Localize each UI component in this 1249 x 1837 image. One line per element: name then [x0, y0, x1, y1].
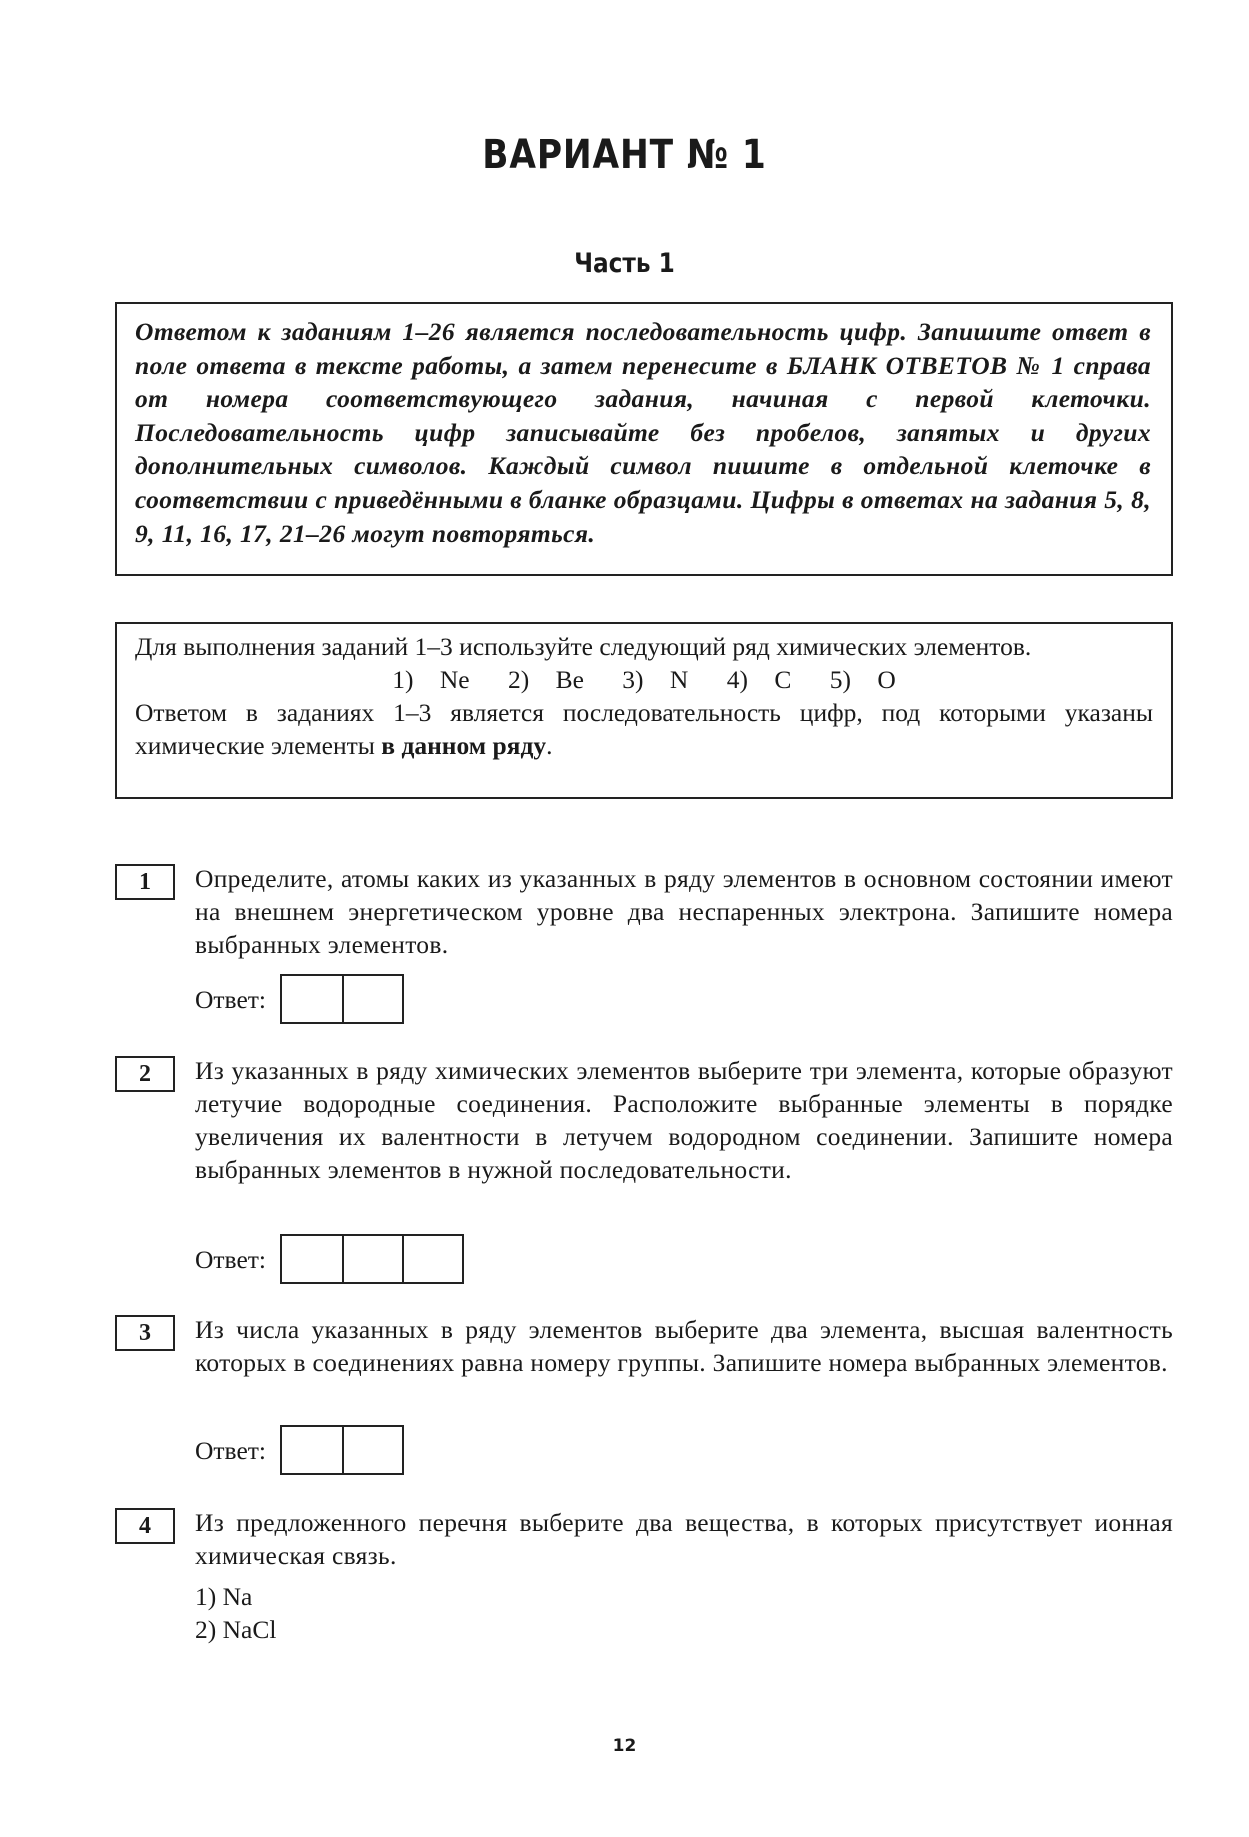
answer-cells [280, 974, 404, 1024]
series-element: 1) Ne [392, 665, 470, 694]
answer-cell[interactable] [342, 1236, 402, 1282]
answer-row [195, 1425, 404, 1475]
answer-label: Ответ: [195, 1244, 266, 1274]
answer-cell[interactable] [282, 1427, 342, 1473]
task-text: Определите, атомы каких из указанных в ряду элементов в основном состоянии имеют на внешнем энергетическом уровне два неспаренных электрона. Запишите номера выбранных элементов. [195, 864, 1173, 959]
answer-cells [280, 1234, 464, 1284]
answer-cell[interactable] [342, 1427, 402, 1473]
task-2 [115, 1054, 1173, 1274]
series-note-text: Ответом в заданиях 1–3 является последовательность цифр, под которыми указаны химические элементы [135, 698, 1153, 760]
option-item: 2) NaCl [195, 1615, 277, 1644]
series-element: 4) C [726, 665, 792, 694]
answer-cell[interactable] [282, 1236, 342, 1282]
series-note [135, 696, 1153, 762]
series-element: 3) N [622, 665, 689, 694]
series-element: 5) O [829, 665, 896, 694]
answer-row [195, 974, 404, 1024]
task-options [195, 1580, 1173, 1646]
page-number: 12 [612, 1736, 637, 1756]
answer-cell[interactable] [342, 976, 402, 1022]
task-text: Из числа указанных в ряду элементов выберите два элемента, высшая валентность которых в соединениях равна номеру группы. Запишите номера выбранных элементов. [195, 1315, 1173, 1377]
answer-label: Ответ: [195, 984, 266, 1014]
instructions-box: Ответом к заданиям 1–26 является последовательность цифр. Запишите ответ в поле ответа в тексте работы, а затем перенесите в БЛАНК ОТВЕТОВ № 1 справа от номера соответствующего задания, начиная с первой клеточки. Последовательность цифр записывайте без пробелов, запятых и других дополнительных символов. Каждый символ пишите в отдельной клеточке в соответствии с приведёнными в бланке образцами. Цифры в ответах на задания 5, 8, 9, 11, 16, 17, 21–26 могут повторяться. [115, 302, 1173, 576]
part-heading: Часть 1 [574, 248, 675, 279]
series-intro: Для выполнения заданий 1–3 используйте следующий ряд химических элементов. [135, 632, 1032, 661]
series-note-end: . [546, 731, 553, 760]
option-item: 1) Na [195, 1582, 253, 1611]
task-4 [115, 1506, 1173, 1646]
series-element: 2) Be [507, 665, 584, 694]
answer-row [195, 1234, 464, 1284]
task-text: Из указанных в ряду химических элементов выберите три элемента, которые образуют летучие водородные соединения. Расположите выбранные элементы в порядке увеличения их валентности в летучем водородном соединении. Запишите номера выбранных элементов в нужной последовательности. [195, 1056, 1173, 1184]
task-number: 1 [115, 864, 175, 900]
task-number: 3 [115, 1315, 175, 1351]
element-series-box [115, 622, 1173, 799]
task-number: 4 [115, 1508, 175, 1544]
element-series [135, 663, 1153, 696]
answer-label: Ответ: [195, 1435, 266, 1465]
answer-cell[interactable] [402, 1236, 462, 1282]
series-note-bold: в данном ряду [381, 731, 547, 760]
answer-cell[interactable] [282, 976, 342, 1022]
answer-cells [280, 1425, 404, 1475]
task-number: 2 [115, 1056, 175, 1092]
task-text: Из предложенного перечня выберите два вещества, в которых присутствует ионная химическая связь. [195, 1508, 1173, 1570]
task-3 [115, 1313, 1173, 1465]
task-1 [115, 862, 1173, 1014]
variant-title: ВАРИАНТ № 1 [482, 132, 767, 178]
